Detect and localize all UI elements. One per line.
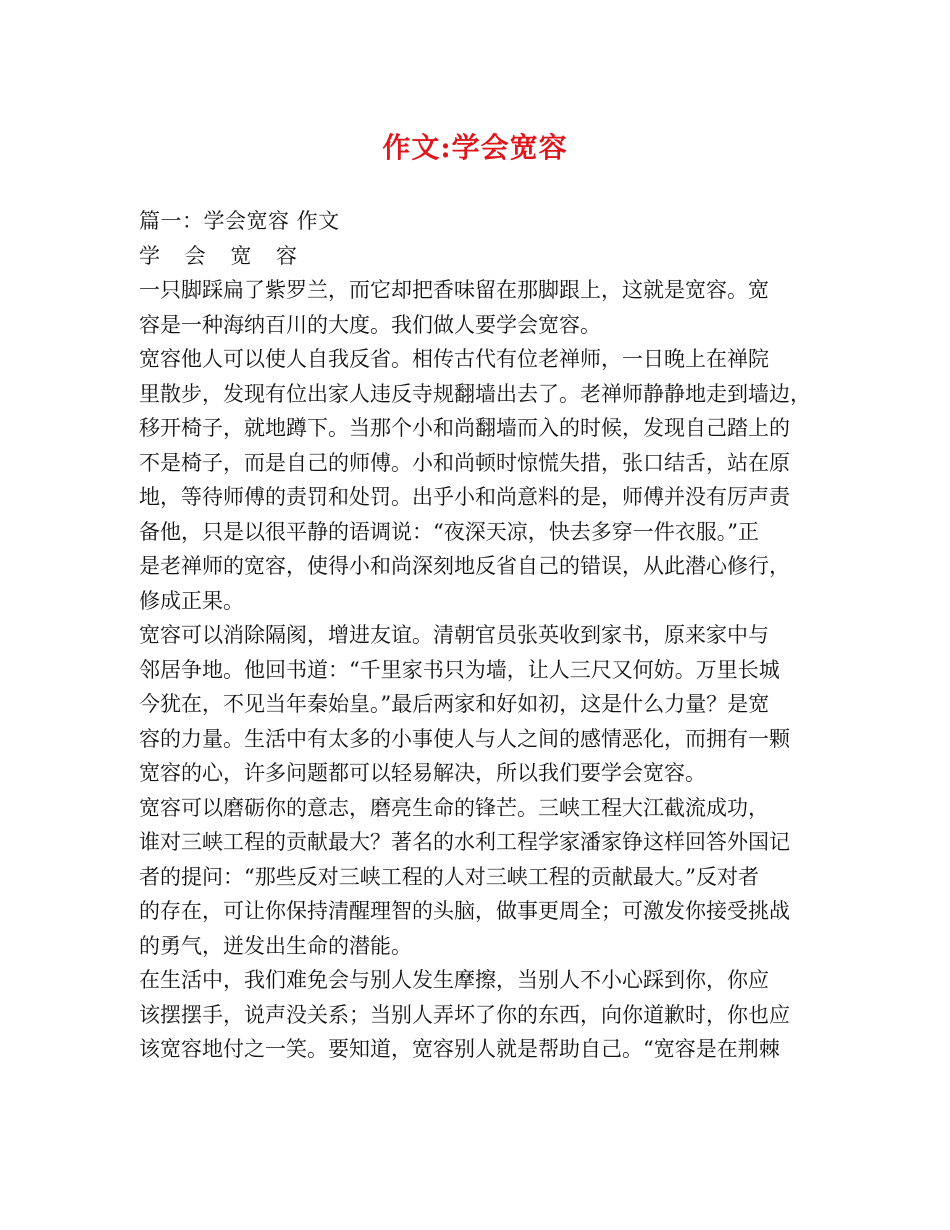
text-line: 的存在，可让你保持清醒理智的头脑，做事更周全；可激发你接受挑战 (139, 899, 790, 923)
document-title: 作文:学会宽容 (382, 131, 568, 164)
text-line: 宽容的心，许多问题都可以轻易解决，所以我们要学会宽容。 (139, 761, 706, 785)
text-line: 的勇气，迸发出生命的潜能。 (139, 933, 412, 958)
text-line: 谁对三峡工程的贡献最大？著名的水利工程学家潘家铮这样回答外国记 (139, 830, 790, 854)
text-line: 里散步，发现有位出家人违反寺规翻墙出去了。老禅师静静地走到墙边， (139, 381, 811, 406)
text-line: 移开椅子，就地蹲下。当那个小和尚翻墙而入的时候，发现自己踏上的 (139, 416, 790, 440)
text-line: 容的力量。生活中有太多的小事使人与人之间的感情恶化，而拥有一颗 (139, 726, 790, 751)
text-line: 宽容他人可以使人自我反省。相传古代有位老禅师，一日晚上在禅院 (139, 347, 769, 371)
text-line: 修成正果。 (139, 588, 244, 613)
text-line: 地，等待师傅的责罚和处罚。出乎小和尚意料的是，师傅并没有厉声责 (139, 485, 790, 509)
document-body (139, 204, 829, 1067)
text-line: 是老禅师的宽容，使得小和尚深刻地反省自己的错误，从此潜心修行， (139, 554, 790, 578)
text-line: 在生活中，我们难免会与别人发生摩擦，当别人不小心踩到你，你应 (139, 968, 769, 992)
text-line: 不是椅子，而是自己的师傅。小和尚顿时惊慌失措，张口结舌，站在原 (139, 450, 790, 475)
text-line: 今犹在，不见当年秦始皇。”最后两家和好如初，这是什么力量？是宽 (139, 692, 770, 716)
text-line: 宽容可以消除隔阂，增进友谊。清朝官员张英收到家书，原来家中与 (139, 623, 769, 647)
section-heading: 学 会 宽 容 (139, 243, 307, 268)
section-subtitle: 篇一：学会宽容 作文 (139, 209, 340, 233)
text-line: 宽容可以磨砺你的意志，磨亮生命的锋芒。三峡工程大江截流成功， (139, 795, 769, 820)
text-line: 容是一种海纳百川的大度。我们做人要学会宽容。 (139, 312, 601, 337)
text-line: 邻居争地。他回书道：“千里家书只为墙，让人三尺又何妨。万里长城 (139, 657, 780, 682)
text-line: 该摆摆手，说声没关系；当别人弄坏了你的东西，向你道歉时，你也应 (139, 1002, 790, 1027)
text-line: 该宽容地付之一笑。要知道，宽容别人就是帮助自己。“宽容是在荆棘 (139, 1037, 780, 1061)
text-line: 备他，只是以很平静的语调说：“夜深天凉，快去多穿一件衣服。”正 (139, 519, 759, 544)
paragraph-lines (139, 273, 829, 1067)
text-line: 一只脚踩扁了紫罗兰，而它却把香味留在那脚跟上，这就是宽容。宽 (139, 278, 769, 302)
text-line: 者的提问：“那些反对三峡工程的人对三峡工程的贡献最大。”反对者 (139, 864, 759, 889)
